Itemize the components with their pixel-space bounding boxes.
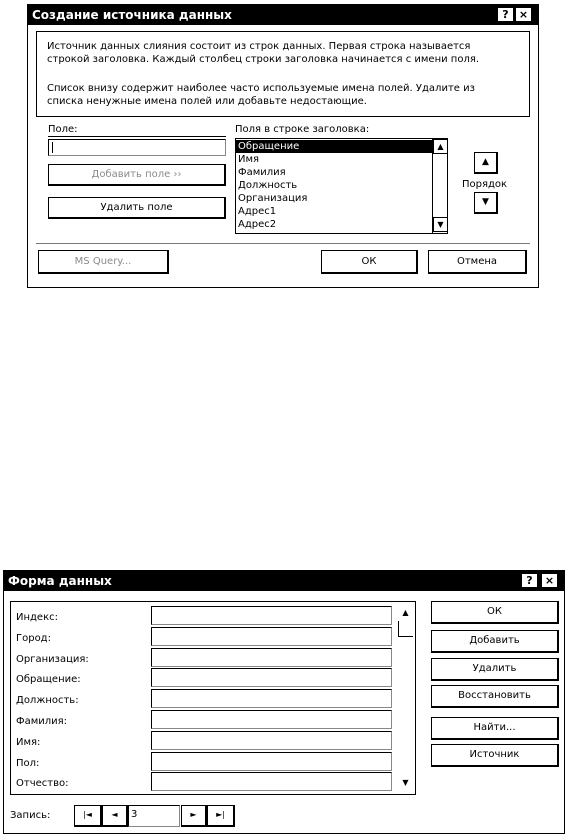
- restore-button[interactable]: Восстановить: [431, 685, 559, 708]
- form-field-label: Отчество:: [16, 778, 69, 790]
- header-field-item[interactable]: Имя: [238, 154, 260, 165]
- form-field-label: Индекс:: [16, 612, 58, 623]
- header-field-item[interactable]: Должность: [238, 180, 298, 191]
- move-down-button[interactable]: [474, 192, 498, 214]
- form-field-label: Должность:: [16, 695, 79, 707]
- form-field-label: Город:: [16, 632, 51, 644]
- delete-field-button[interactable]: Удалить поле: [48, 197, 226, 219]
- previous-record-button[interactable]: [102, 805, 128, 827]
- header-fields-label: Поля в строке заголовка:: [235, 124, 370, 135]
- arrow-down-icon: ▼: [482, 197, 489, 207]
- form-field-label: Организация:: [16, 653, 89, 665]
- dialog-title: Форма данных: [8, 574, 112, 588]
- previous-record-icon: ◄: [111, 810, 118, 819]
- form-field-label: Обращение:: [16, 674, 81, 686]
- scroll-thumb[interactable]: [398, 621, 413, 637]
- vertical-scrollbar[interactable]: [398, 606, 414, 791]
- last-record-icon: ►|: [216, 810, 225, 819]
- description-box: [36, 31, 530, 117]
- next-record-button[interactable]: [181, 805, 207, 827]
- form-rows: [11, 602, 401, 794]
- vertical-scrollbar[interactable]: [432, 139, 447, 233]
- form-field-label: Пол:: [16, 757, 40, 769]
- header-field-item[interactable]: Обращение: [236, 140, 432, 153]
- form-field-input[interactable]: [151, 752, 392, 771]
- help-button[interactable]: ?: [497, 7, 514, 22]
- scroll-down-icon[interactable]: ▼: [433, 217, 448, 232]
- close-button[interactable]: ×: [515, 7, 532, 22]
- description-text: Список внизу содержит наиболее часто используемые имена полей. Удалите из: [47, 83, 475, 94]
- scroll-thumb[interactable]: [433, 155, 447, 195]
- divider: [36, 243, 530, 244]
- text-cursor: [52, 142, 53, 153]
- help-button[interactable]: ?: [521, 573, 538, 588]
- order-label: Порядок: [462, 179, 508, 190]
- form-field-input[interactable]: [151, 627, 392, 646]
- divider: [48, 136, 226, 137]
- scroll-down-icon[interactable]: ▼: [398, 776, 413, 791]
- description-text: списка ненужные имена полей или добавьте недостающие.: [47, 96, 367, 107]
- source-button[interactable]: Источник: [431, 744, 559, 767]
- next-record-icon: ►: [190, 810, 197, 819]
- move-up-button[interactable]: [474, 152, 498, 174]
- form-field-input[interactable]: [151, 648, 392, 667]
- form-field-input[interactable]: [151, 668, 392, 687]
- close-button[interactable]: ×: [541, 573, 558, 588]
- record-label: Запись:: [10, 810, 51, 821]
- form-field-label: Имя:: [16, 736, 41, 748]
- header-field-item[interactable]: Адрес1: [238, 206, 277, 217]
- form-field-input[interactable]: [151, 731, 392, 750]
- description-text: строкой заголовка. Каждый столбец строки заголовка начинается с имени поля.: [47, 54, 480, 65]
- data-source-dialog: [27, 4, 539, 288]
- form-field-input[interactable]: [151, 689, 392, 708]
- delete-record-button[interactable]: Удалить: [431, 658, 559, 681]
- add-record-button[interactable]: Добавить: [431, 630, 559, 653]
- cancel-button[interactable]: Отмена: [428, 250, 527, 274]
- first-record-button[interactable]: [74, 805, 102, 827]
- first-record-icon: |◄: [83, 810, 92, 819]
- form-field-label: Фамилия:: [16, 716, 68, 727]
- ok-button[interactable]: ОК: [321, 250, 418, 274]
- field-label: Поле:: [48, 124, 78, 135]
- fields-panel: [10, 601, 416, 795]
- description-text: Источник данных слияния состоит из строк данных. Первая строка называется: [47, 41, 471, 52]
- ok-button[interactable]: ОК: [431, 601, 559, 624]
- add-field-button[interactable]: Добавить поле ››: [48, 164, 226, 186]
- last-record-button[interactable]: [207, 805, 235, 827]
- form-field-input[interactable]: [151, 606, 392, 625]
- header-field-item[interactable]: Фамилия: [238, 167, 286, 178]
- header-fields-items: [236, 140, 432, 231]
- form-field-input[interactable]: [151, 710, 392, 729]
- header-fields-list[interactable]: [235, 138, 448, 234]
- header-field-item[interactable]: Организация: [238, 193, 308, 204]
- dialog-title-bar: [4, 571, 564, 591]
- form-field-input[interactable]: [151, 772, 392, 791]
- record-number-input[interactable]: 3: [128, 805, 180, 827]
- scroll-up-icon[interactable]: ▲: [433, 139, 448, 154]
- ms-query-button[interactable]: MS Query...: [38, 250, 169, 274]
- field-input[interactable]: [48, 139, 226, 156]
- arrow-up-icon: ▲: [482, 157, 489, 167]
- header-field-item[interactable]: Адрес2: [238, 219, 277, 230]
- scroll-up-icon[interactable]: ▲: [398, 606, 413, 621]
- find-button[interactable]: Найти...: [431, 717, 559, 740]
- dialog-title-bar: [28, 5, 538, 25]
- data-form-dialog: [3, 570, 565, 834]
- dialog-title: Создание источника данных: [32, 8, 232, 22]
